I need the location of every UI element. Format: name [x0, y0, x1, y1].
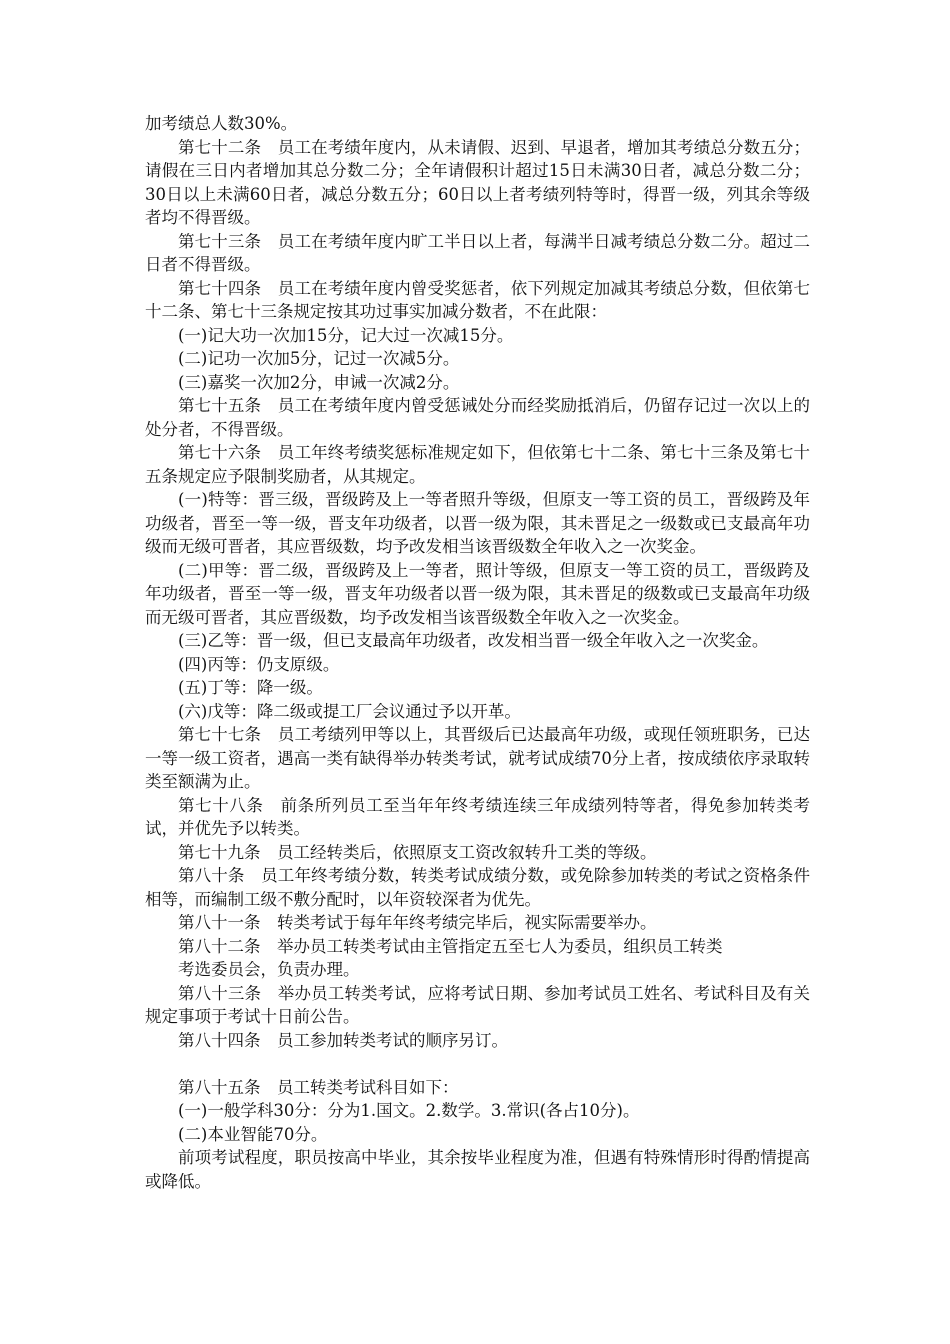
- article-85-item-2: (二)本业智能70分。: [178, 1124, 328, 1144]
- article-76: 第七十六条 员工年终考绩奖惩标准规定如下，但依第七十二条、第七十三条及第七十五条规定应予限制奖励者，从其规定。: [145, 443, 810, 486]
- article-75: 第七十五条 员工在考绩年度内曾受惩诫处分而经奖励抵消后，仍留存记过一次以上的处分者，不得晋级。: [145, 396, 810, 439]
- article-76-item-2: (二)甲等：晋二级，晋级跨及上一等者，照计等级，但原支一等工资的员工，晋级跨及年功级者，晋至一等一级，晋支年功级者以晋一级为限，其未晋足的级数或已支最高年功级而无级可晋者，其应晋级数，均予改发相当该晋级数全年收入之一次奖金。: [145, 560, 810, 627]
- article-85: 第八十五条 员工转类考试科目如下：: [178, 1077, 459, 1097]
- article-78: 第七十八条 前条所列员工至当年年终考绩连续三年成绩列特等者，得免参加转类考试，并优先予以转类。: [145, 795, 810, 838]
- article-74-item-2: (二)记功一次加5分，记过一次减5分。: [178, 349, 460, 368]
- article-73: 第七十三条 员工在考绩年度内旷工半日以上者，每满半日减考绩总分数二分。超过二日者不得晋级。: [145, 231, 810, 274]
- document-body: [145, 112, 810, 1193]
- article-74-item-3: (三)嘉奖一次加2分，申诫一次减2分。: [178, 372, 460, 392]
- article-74-item-1: (一)记大功一次加15分，记大过一次减15分。: [178, 325, 514, 345]
- article-74: 第七十四条 员工在考绩年度内曾受奖惩者，依下列规定加减其考绩总分数，但依第七十二条、第七十三条规定按其功过事实加减分数者，不在此限：: [145, 278, 810, 321]
- paragraph-continuation: 加考绩总人数30%。: [145, 114, 298, 133]
- article-83: 第八十三条 举办员工转类考试，应将考试日期、参加考试员工姓名、考试科目及有关规定事项于考试十日前公告。: [145, 983, 810, 1026]
- article-76-item-6: (六)戊等：降二级或提工厂会议通过予以开革。: [178, 701, 521, 721]
- article-82-continuation: 考选委员会，负责办理。: [178, 960, 360, 979]
- article-76-item-5: (五)丁等：降一级。: [178, 678, 323, 697]
- article-85-item-1: (一)一般学科30分：分为1.国文。2.数学。3.常识(各占10分)。: [178, 1101, 640, 1120]
- blank-line: [145, 1052, 810, 1076]
- article-84: 第八十四条 员工参加转类考试的顺序另订。: [178, 1030, 508, 1050]
- article-82: 第八十二条 举办员工转类考试由主管指定五至七人为委员，组织员工转类: [178, 936, 723, 956]
- article-79: 第七十九条 员工经转类后，依照原支工资改叙转升工类的等级。: [178, 842, 657, 862]
- article-80: 第八十条 员工年终考绩分数，转类考试成绩分数，或免除参加转类的考试之资格条件相等，而编制工级不敷分配时，以年资较深者为优先。: [145, 866, 810, 909]
- article-76-item-4: (四)丙等：仍支原级。: [178, 654, 340, 674]
- article-72: 第七十二条 员工在考绩年度内，从未请假、迟到、早退者，增加其考绩总分数五分；请假在三日内者增加其总分数二分；全年请假积计超过15日未满30日者，减总分数二分；30日以上未满60日者，减总分数五分；60日以上者考绩列特等时，得晋一级，列其余等级者均不得晋级。: [145, 137, 810, 227]
- article-76-item-3: (三)乙等：晋一级，但已支最高年功级者，改发相当晋一级全年收入之一次奖金。: [178, 631, 769, 650]
- article-76-item-1: (一)特等：晋三级，晋级跨及上一等者照升等级，但原支一等工资的员工，晋级跨及年功级者，晋至一等一级，晋支年功级者，以晋一级为限，其未晋足之一级数或已支最高年功级而无级可晋者，其应晋级数，均予改发相当该晋级数全年收入之一次奖金。: [145, 490, 810, 556]
- article-77: 第七十七条 员工考绩列甲等以上，其晋级后已达最高年功级，或现任领班职务，已达一等一级工资者，遇高一类有缺得举办转类考试，就考试成绩70分上者，按成绩依序录取转类至额满为止。: [145, 725, 810, 791]
- article-81: 第八十一条 转类考试于每年年终考绩完毕后，视实际需要举办。: [178, 913, 657, 932]
- article-85-note: 前项考试程度，职员按高中毕业，其余按毕业程度为准，但遇有特殊情形时得酌情提高或降低。: [145, 1148, 810, 1191]
